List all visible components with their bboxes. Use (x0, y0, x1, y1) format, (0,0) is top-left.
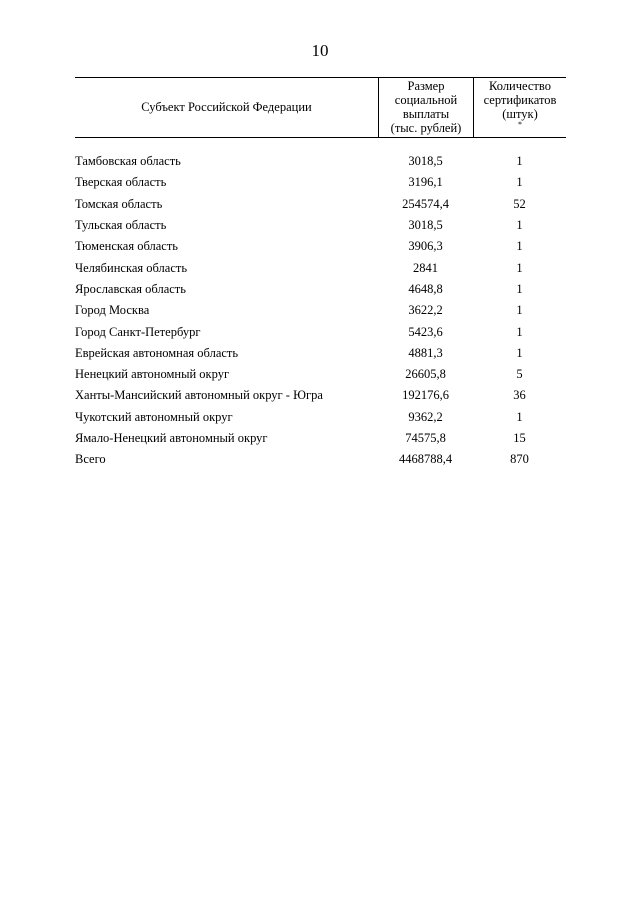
row-payment: 4648,8 (408, 281, 443, 296)
row-count: 52 (513, 196, 526, 211)
header-payment-line: Размер (407, 79, 445, 93)
header-subject-label: Субъект Российской Федерации (141, 100, 312, 114)
row-subject: Тюменская область (75, 239, 178, 254)
table-row (75, 236, 566, 257)
row-count: 15 (513, 431, 526, 445)
row-subject: Еврейская автономная область (75, 345, 239, 360)
row-subject: Тамбовская область (75, 154, 181, 169)
table-row (75, 257, 566, 278)
header-payment (379, 78, 473, 136)
row-payment: 26605,8 (405, 367, 446, 382)
table-row (75, 385, 566, 406)
row-payment: 3018,5 (408, 154, 443, 169)
header-count (474, 78, 566, 136)
row-count: 1 (516, 281, 523, 296)
header-count-line: сертификатов (483, 93, 557, 107)
row-subject: Тульская область (75, 218, 167, 233)
row-subject: Ярославская область (75, 281, 186, 296)
row-payment: 3018,5 (408, 218, 443, 233)
table-body (75, 151, 566, 470)
row-subject: Город Москва (75, 303, 150, 318)
row-payment: 3196,1 (408, 175, 443, 190)
row-subject: Город Санкт-Петербург (75, 324, 201, 339)
row-count: 1 (516, 154, 523, 169)
table-row (75, 407, 566, 428)
row-payment: 3906,3 (408, 239, 443, 254)
row-count: 870 (510, 452, 529, 467)
table-row (75, 172, 566, 193)
footnote-mark: * (518, 120, 522, 129)
header-payment-line: выплаты (402, 107, 450, 121)
row-count: 1 (516, 239, 523, 254)
row-count: 1 (516, 409, 523, 424)
row-count: 1 (516, 303, 523, 318)
table-row (75, 343, 566, 364)
table-row (75, 151, 566, 172)
row-count: 1 (516, 218, 523, 233)
row-subject: Тверская область (75, 175, 167, 190)
header-payment-line: (тыс. рублей) (390, 121, 462, 135)
row-subject: Томская область (75, 196, 163, 211)
row-count: 1 (516, 324, 523, 339)
row-count: 1 (516, 260, 523, 275)
row-payment: 4881,3 (408, 345, 443, 360)
table-header-bottom-rule (75, 137, 566, 138)
header-count-line: Количество (489, 79, 551, 93)
table-row (75, 321, 566, 342)
table-row (75, 215, 566, 236)
row-payment: 74575,8 (405, 431, 446, 445)
row-count: 5 (516, 367, 523, 382)
row-payment: 2841 (413, 260, 438, 275)
row-subject: Чукотский автономный округ (75, 409, 233, 424)
row-payment: 3622,2 (408, 303, 443, 318)
row-count: 1 (516, 175, 523, 190)
table-row (75, 279, 566, 300)
row-subject: Всего (75, 452, 106, 467)
row-count: 36 (513, 388, 526, 403)
row-subject: Ханты-Мансийский автономный округ - Югра (75, 388, 323, 403)
row-payment: 254574,4 (402, 196, 449, 211)
page-number: 10 (311, 41, 329, 60)
header-subject (75, 78, 378, 136)
row-subject: Ямало-Ненецкий автономный округ (75, 431, 268, 445)
row-payment: 4468788,4 (398, 452, 453, 467)
row-count: 1 (516, 345, 523, 360)
row-payment: 5423,6 (408, 324, 443, 339)
header-count-line (484, 107, 557, 135)
row-payment: 9362,2 (408, 409, 443, 424)
header-payment-line: социальной (394, 93, 458, 107)
table-row (75, 194, 566, 215)
header-count-unit: (штук) (502, 107, 538, 121)
row-subject: Ненецкий автономный округ (75, 367, 230, 382)
row-payment: 192176,6 (402, 388, 449, 403)
table-row (75, 364, 566, 385)
row-subject: Челябинская область (75, 260, 188, 275)
table-row (75, 300, 566, 321)
table-row (75, 428, 566, 449)
table-row-total (75, 449, 566, 470)
